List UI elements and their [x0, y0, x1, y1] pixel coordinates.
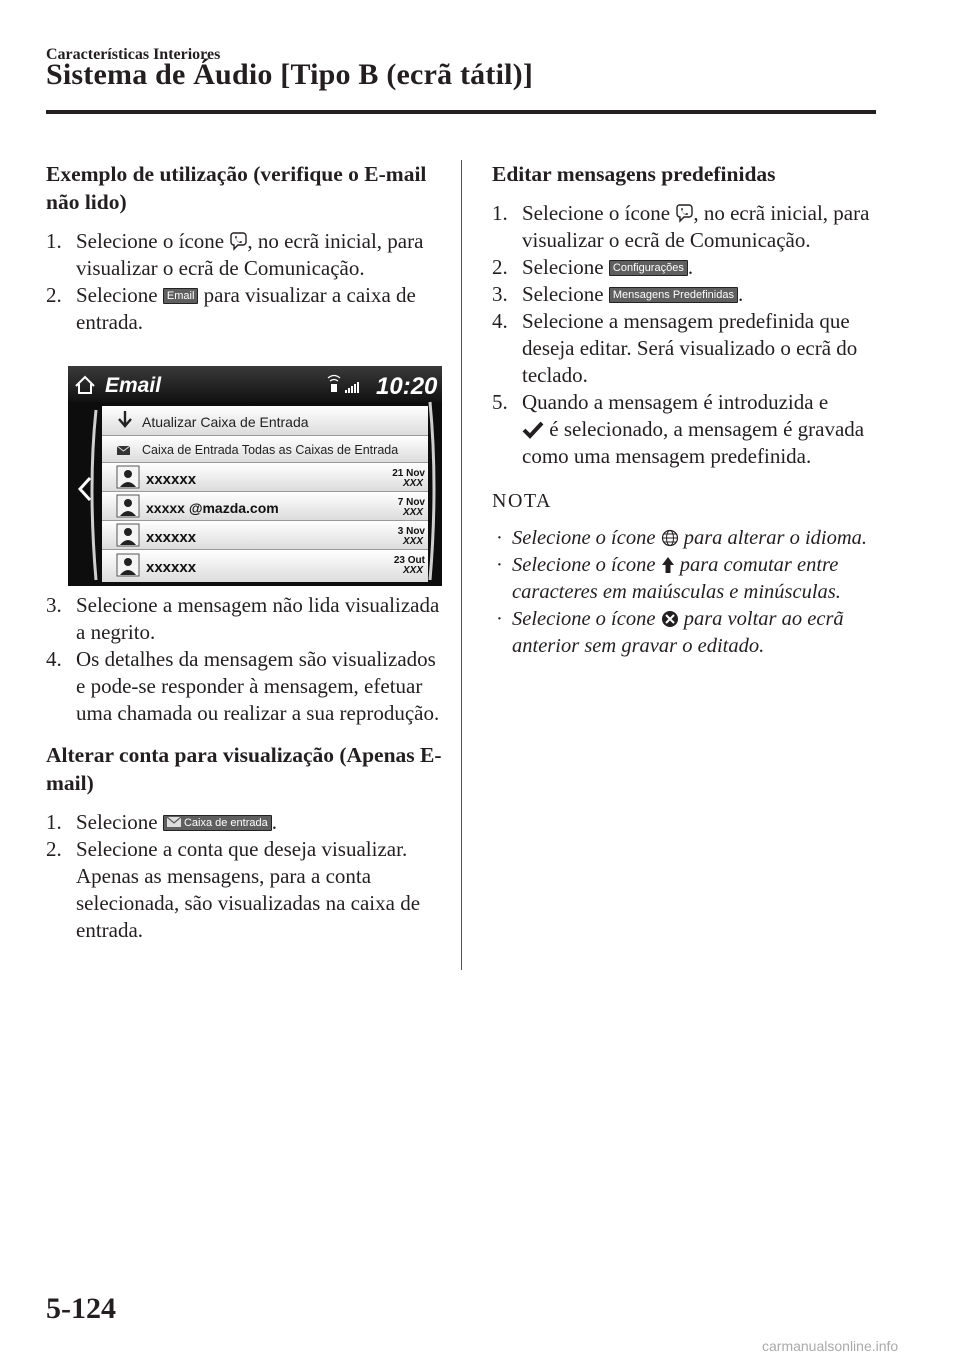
email-button[interactable]: Email — [163, 288, 199, 304]
row-1-date: 21 Nov — [392, 468, 425, 479]
row-3-date: 3 Nov — [397, 526, 425, 537]
watermark: carmanualsonline.info — [762, 1338, 899, 1354]
note-1: · Selecione o ícone para alterar o idioma. — [496, 527, 868, 549]
account-step-1: 1. Selecione Caixa de entrada . — [46, 810, 277, 834]
example-steps — [46, 228, 446, 336]
step-1: 1. Selecione o ícone , no ecrã inicial, para visualizar o ecrã de Comunicação. — [46, 229, 424, 280]
note-2: · Selecione o ícone para comutar entre caracteres em maiúsculas e minúsculas. — [496, 554, 841, 603]
step-2: 2. Selecione Email para visualizar a caixa de entrada. — [46, 283, 416, 334]
email-screen — [68, 366, 442, 586]
left-column — [46, 160, 446, 344]
communication-icon — [675, 203, 693, 223]
row-1-name[interactable]: xxxxxx — [146, 471, 197, 488]
screen-time: 10:20 — [376, 373, 438, 400]
row-2-sub: XXX — [402, 507, 423, 518]
row-2-name[interactable]: xxxxx @mazda.com — [146, 500, 279, 516]
account-step-2: 2. Selecione a conta que deseja visualizar. Apenas as mensagens, para a conta selecionada, são visualizadas na caixa de entrada. — [46, 837, 421, 942]
row-4-name[interactable]: xxxxxx — [146, 559, 197, 576]
example-steps-cont — [46, 592, 446, 727]
settings-button[interactable]: Configurações — [609, 260, 688, 276]
inbox-label[interactable]: Caixa de Entrada Todas as Caixas de Entrada — [142, 443, 399, 457]
shift-arrow-icon — [661, 556, 675, 574]
communication-icon — [229, 231, 247, 251]
globe-icon — [661, 529, 679, 547]
title-rule — [46, 110, 876, 114]
update-inbox-label[interactable]: Atualizar Caixa de Entrada — [142, 414, 309, 430]
row-3-name[interactable]: xxxxxx — [146, 529, 197, 546]
email-screen-drawing — [68, 366, 442, 586]
left-column-lower — [46, 592, 446, 952]
edit-step-2: 2. Selecione Configurações . — [492, 255, 694, 279]
step-4: 4. Os detalhes da mensagem são visualizados e pode-se responder à mensagem, efetuar uma chamada ou realizar a sua reprodução. — [46, 647, 440, 725]
note-3: · Selecione o ícone para voltar ao ecrã anterior sem gravar o editado. — [496, 608, 844, 657]
edit-step-3: 3. Selecione Mensagens Predefinidas . — [492, 282, 744, 306]
page-number: 5-124 — [46, 1292, 116, 1325]
right-column — [492, 160, 882, 660]
checkmark-icon — [522, 421, 544, 439]
heading-account: Alterar conta para visualização (Apenas E-mail) — [46, 743, 442, 795]
row-4-date: 23 Out — [393, 555, 425, 566]
heading-edit: Editar mensagens predefinidas — [492, 162, 776, 186]
edit-steps — [492, 200, 882, 470]
close-icon — [661, 610, 679, 628]
back-chevron-icon[interactable] — [80, 478, 90, 500]
envelope-icon — [167, 817, 181, 827]
predefined-messages-button[interactable]: Mensagens Predefinidas — [609, 287, 738, 303]
row-3-sub: XXX — [402, 536, 423, 547]
inbox-button[interactable]: Caixa de entrada — [163, 815, 272, 831]
row-4-sub: XXX — [402, 565, 423, 576]
edit-step-1: 1. Selecione o ícone , no ecrã inicial, para visualizar o ecrã de Comunicação. — [492, 201, 870, 252]
edit-step-5: 5. Quando a mensagem é introduzida e é selecionado, a mensagem é gravada como uma mensagem predefinida. — [492, 390, 865, 468]
column-divider — [461, 160, 462, 970]
edit-step-4: 4. Selecione a mensagem predefinida que deseja editar. Será visualizado o ecrã do teclado. — [492, 309, 858, 387]
section-label: Características Interiores — [46, 46, 221, 63]
heading-example: Exemplo de utilização (verifique o E-mail não lido) — [46, 162, 427, 214]
row-2-date: 7 Nov — [397, 497, 425, 508]
account-steps — [46, 809, 446, 944]
note-heading: NOTA — [492, 490, 552, 512]
step-3: 3. Selecione a mensagem não lida visualizada a negrito. — [46, 593, 440, 644]
envelope-icon — [117, 446, 130, 455]
page-title: Sistema de Áudio [Tipo B (ecrã tátil)] — [46, 58, 534, 91]
row-1-sub: XXX — [402, 478, 423, 489]
screen-title: Email — [105, 374, 162, 397]
